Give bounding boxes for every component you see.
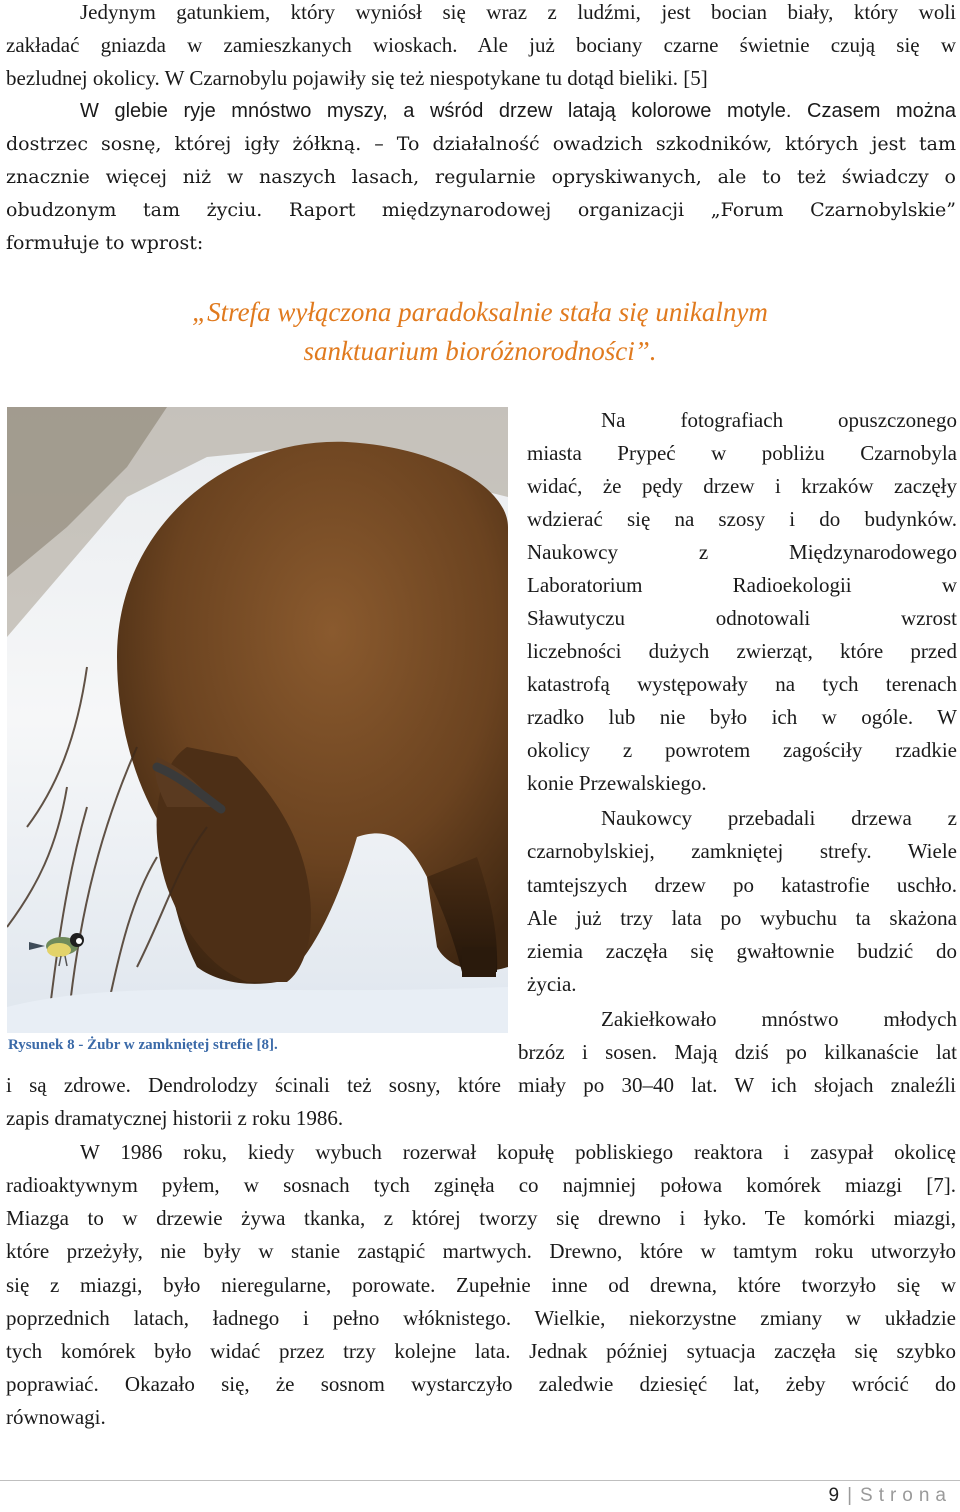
text-line: zapis dramatycznej historii z roku 1986.: [6, 1106, 344, 1130]
footer-rule: [0, 1480, 960, 1481]
text-line: równowagi.: [6, 1405, 106, 1429]
pull-quote-line-2: sanktuarium bioróżnorodności”.: [303, 336, 657, 366]
text-line: czarnobylskiej, zamkniętej strefy. Wiele: [527, 839, 957, 863]
text-line: bezludnej okolicy. W Czarnobylu pojawiły się też niespotykane tu dotąd bieliki. [5]: [6, 66, 708, 90]
text-line: Ale już trzy lata po wybuchu ta skażona: [527, 906, 957, 930]
text-line: Jedynym gatunkiem, który wyniósł się wraz z ludźmi, jest bocian biały, który woli: [80, 0, 956, 24]
text-line: poprawiać. Okazało się, że sosnom wystarczyło zaledwie dziesięć lat, żeby wrócić do: [6, 1372, 956, 1396]
text-line: Miazga to w drzewie żywa tkanka, z której tworzy się drewno i łyko. Te komórki miazgi,: [6, 1206, 956, 1230]
text-line: znacznie więcej niż w naszych lasach, regularnie opryskiwanych, ale to też świadczy o: [6, 166, 956, 188]
text-line: ziemia zaczęła się gwałtownie budzić do: [527, 939, 957, 963]
text-line: Laboratorium Radioekologii w: [527, 573, 957, 597]
text-line: W glebie ryje mnóstwo myszy, a wśród drzew latają kolorowe motyle. Czasem można: [80, 100, 956, 122]
page-footer: [829, 1485, 953, 1507]
pull-quote-line-1: „Strefa wyłączona paradoksalnie stała się unikalnym: [192, 297, 768, 327]
text-line: Naukowcy przebadali drzewa z: [601, 806, 957, 830]
bison-photo: [7, 407, 508, 1033]
text-line: życia.: [527, 972, 577, 996]
figure-caption: Rysunek 8 - Żubr w zamkniętej strefie [8].: [8, 1037, 278, 1053]
text-line: brzóz i sosen. Mają dziś po kilkanaście lat: [518, 1040, 957, 1064]
page-label: Strona: [860, 1485, 952, 1506]
text-line: formułuje to wprost:: [6, 232, 204, 254]
text-line: tych komórek było widać przez trzy kolejne lata. Jednak później sytuacja zaczęła się szybko: [6, 1339, 956, 1363]
text-line: Naukowcy z Międzynarodowego: [527, 540, 957, 564]
text-line: katastrofą występowały na tych terenach: [527, 672, 957, 696]
text-line: zakładać gniazda w zamieszkanych wioskach. Ale już bociany czarne świetnie czują się w: [6, 33, 956, 57]
text-line: radioaktywnym pyłem, w sosnach tych zginęła co najmniej połowa komórek miazgi [7].: [6, 1173, 956, 1197]
text-line: obudzonym tam życiu. Raport międzynarodowej organizacji „Forum Czarnobylskie”: [6, 199, 956, 221]
footer-separator: |: [847, 1485, 853, 1506]
page-number: 9: [828, 1485, 840, 1506]
text-line: się z miazgi, było nieregularne, porowate. Zupełnie inne od drewna, które tworzyło się w: [6, 1273, 956, 1297]
text-line: dostrzec sosnę, której igły żółkną. – To działalność owadzich szkodników, których jest tam: [6, 133, 956, 155]
text-line: poprzednich latach, ładnego i pełno włóknistego. Wielkie, niekorzystne zmiany w układzie: [6, 1306, 956, 1330]
text-line: i są zdrowe. Dendrolodzy ścinali też sosny, które miały po 30–40 lat. W ich słojach znaleźli: [6, 1073, 956, 1097]
text-line: Na fotografiach opuszczonego: [601, 408, 957, 432]
text-line: wdzierać się na szosy i do budynków.: [527, 507, 957, 531]
text-line: liczebności dużych zwierząt, które przed: [527, 639, 957, 663]
text-line: okolicy z powrotem zagościły rzadkie: [527, 738, 957, 762]
text-line: Sławutyczu odnotowali wzrost: [527, 606, 957, 630]
text-line: W 1986 roku, kiedy wybuch rozerwał kopułę pobliskiego reaktora i zasypał okolicę: [80, 1140, 956, 1164]
text-line: tamtejszych drzew po katastrofie uschło.: [527, 873, 957, 897]
text-line: Zakiełkowało mnóstwo młodych: [601, 1007, 957, 1031]
text-line: widać, że pędy drzew i krzaków zaczęły: [527, 474, 957, 498]
text-line: konie Przewalskiego.: [527, 771, 707, 795]
text-line: miasta Prypeć w pobliżu Czarnobyla: [527, 441, 957, 465]
text-line: które przeżyły, nie były w stanie zastąpić martwych. Drewno, które w tamtym roku utworzyło: [6, 1239, 956, 1263]
text-line: rzadko lub nie było ich w ogóle. W: [527, 705, 957, 729]
